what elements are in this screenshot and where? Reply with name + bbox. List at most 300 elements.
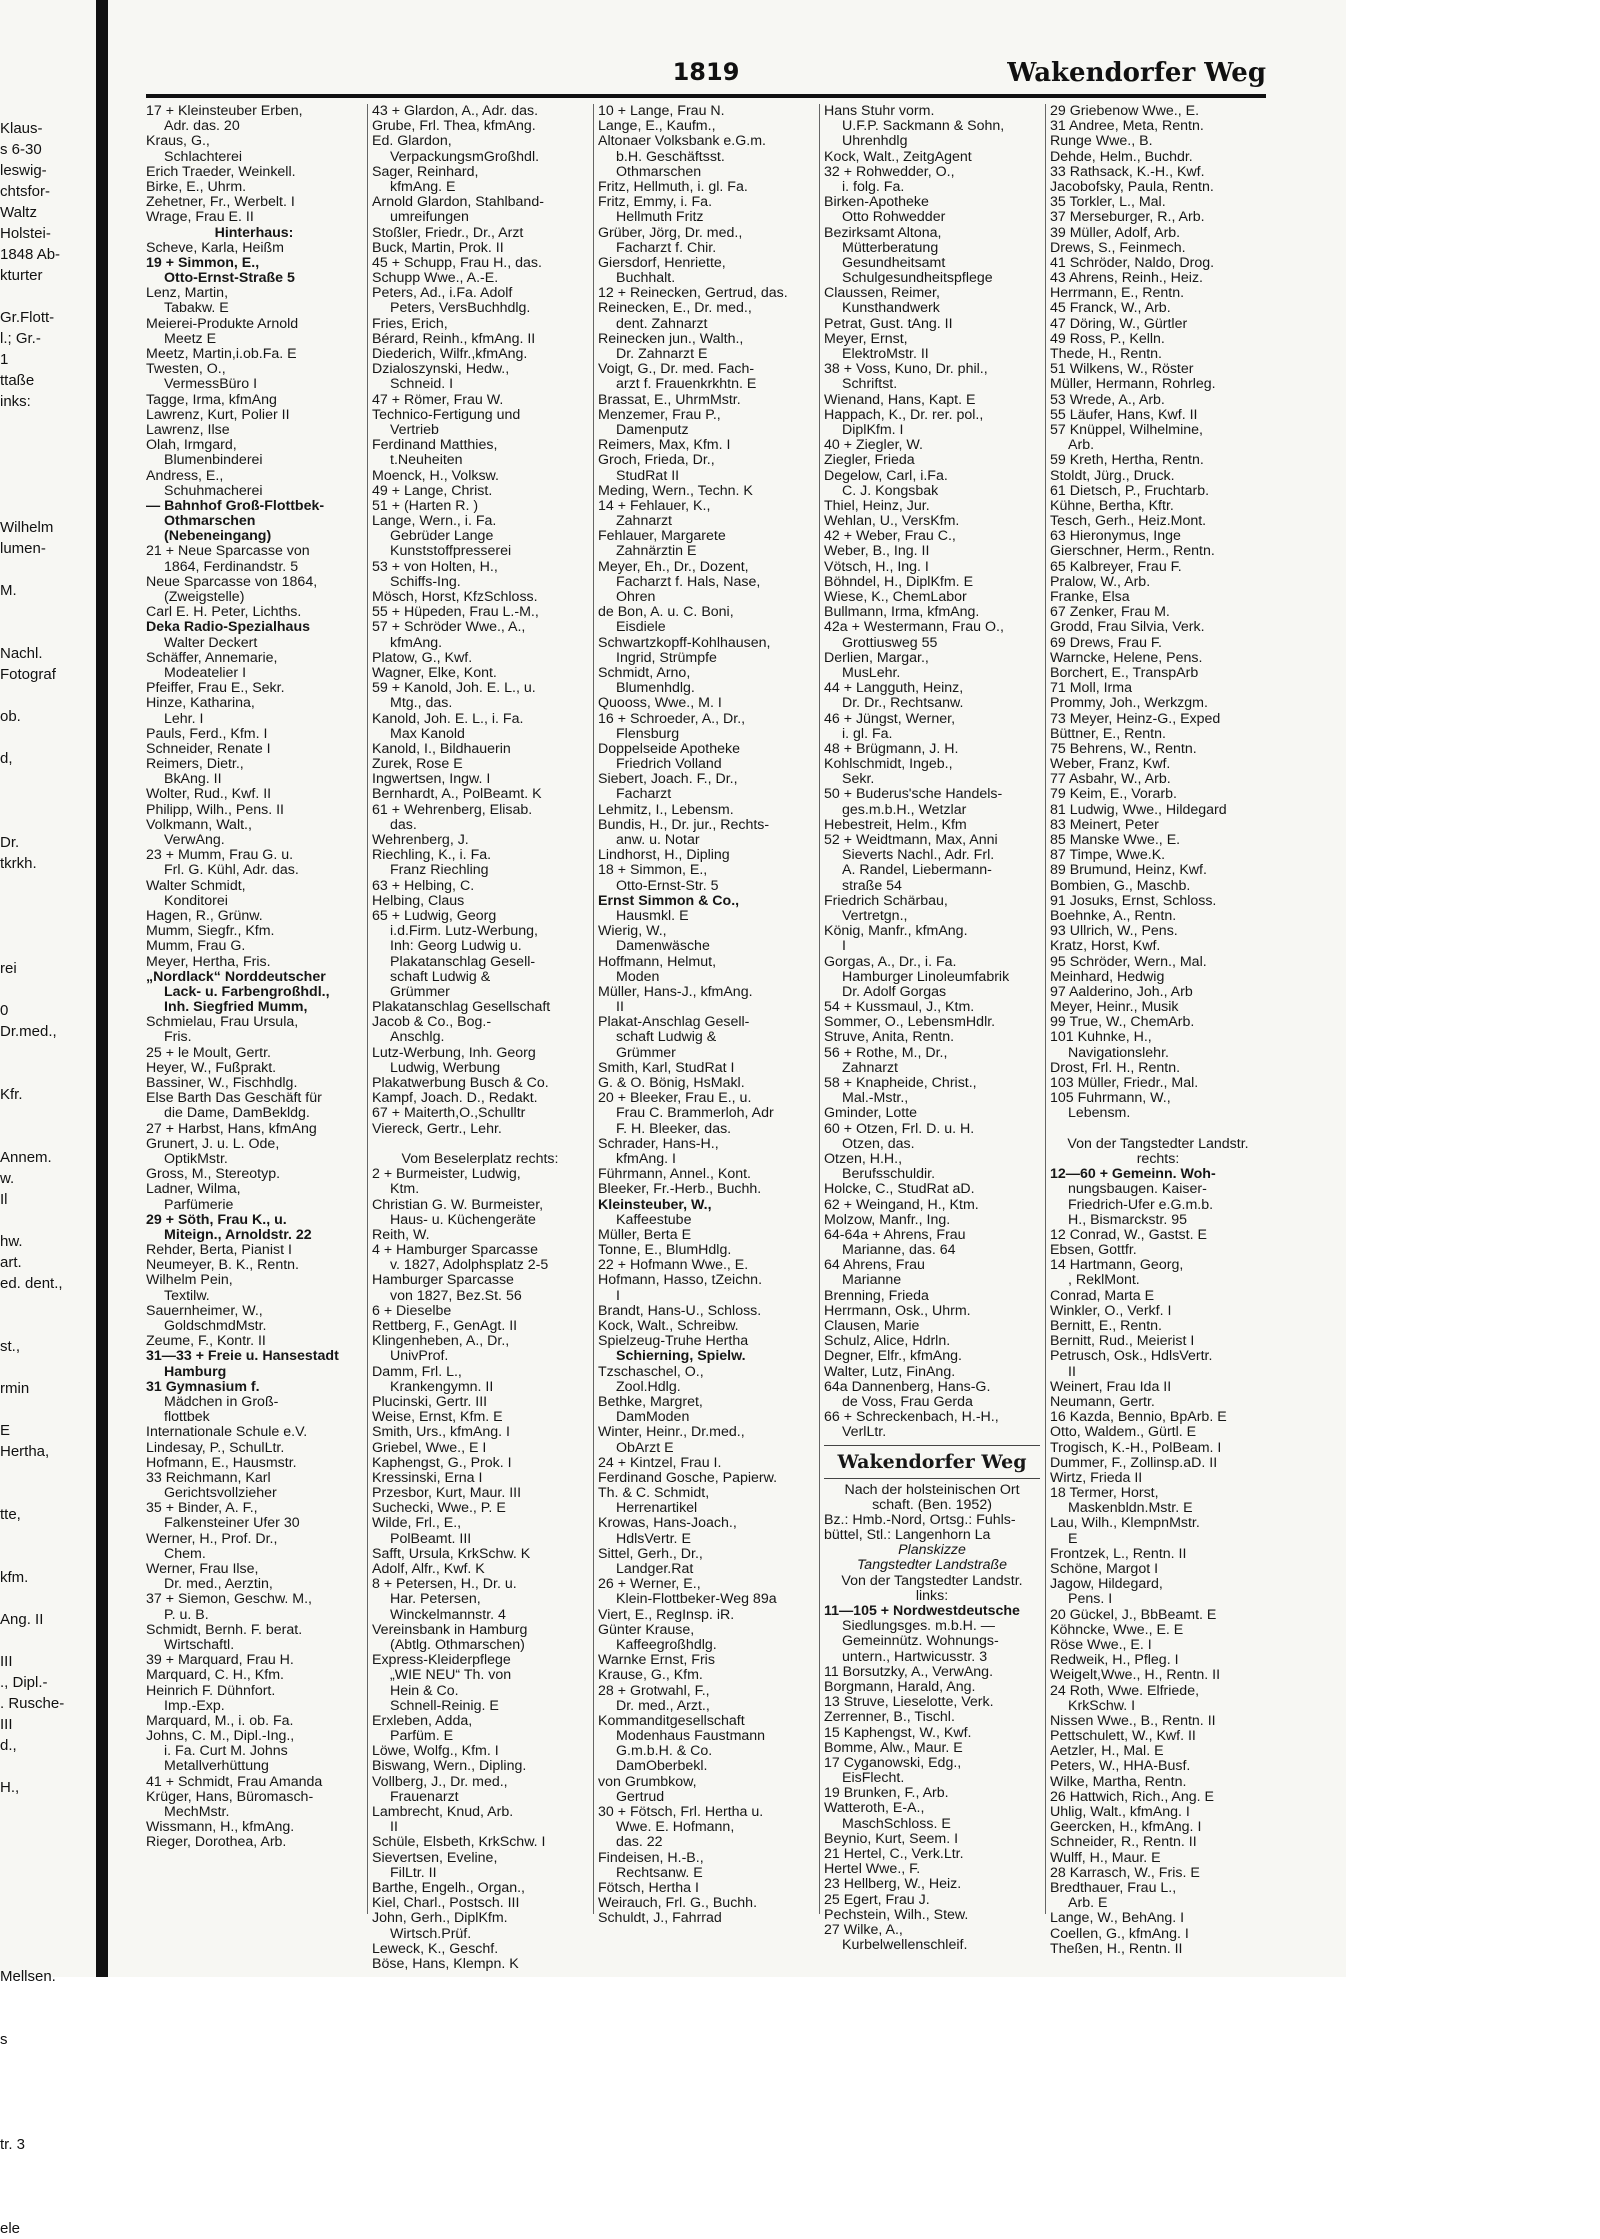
- directory-entry: Philipp, Wilh., Pens. II: [146, 801, 284, 818]
- directory-entry: Wissmann, H., kfmAng.: [146, 1819, 295, 1836]
- directory-entry: Buck, Martin, Prok. II: [372, 239, 504, 256]
- directory-entry: Meyer, Eh., Dr., Dozent,: [598, 558, 749, 575]
- directory-entry: Wienand, Hans, Kapt. E: [824, 391, 976, 408]
- directory-entry: Drost, Frl. H., Rentn.: [1050, 1059, 1181, 1076]
- directory-entry: Ludwig, Werbung: [390, 1059, 501, 1076]
- directory-entry: Lehmitz, I., Lebensm.: [598, 801, 734, 818]
- directory-entry: Plakatanschlag Gesellschaft: [372, 999, 551, 1016]
- directory-entry: Prommy, Joh., Werkzgm.: [1050, 695, 1208, 712]
- directory-entry: Hein & Co.: [390, 1682, 459, 1699]
- margin-fragment: [0, 1126, 90, 1147]
- directory-entry: 30 + Fötsch, Frl. Hertha u.: [598, 1804, 764, 1820]
- margin-fragment: [0, 622, 90, 643]
- directory-entry: arzt f. Frauenkrkhtn. E: [616, 376, 757, 393]
- directory-entry: Müller, Berta E: [598, 1226, 692, 1243]
- directory-entry: 45 Franck, W., Arb.: [1050, 300, 1171, 317]
- directory-entry: Hinze, Katharina,: [146, 695, 255, 712]
- directory-entry: Arb. E: [1068, 1895, 1108, 1912]
- directory-entry: Thede, H., Rentn.: [1050, 346, 1162, 362]
- directory-entry: Damm, Frl. L.,: [372, 1363, 462, 1380]
- margin-fragment: [0, 874, 90, 895]
- directory-entry: Kock, Walt., Schreibw.: [598, 1318, 739, 1334]
- directory-entry: Lange, Wern., i. Fa.: [372, 513, 497, 530]
- directory-entry: Müller, Hans-J., kfmAng.: [598, 983, 753, 1000]
- directory-entry: Geercken, H., kfmAng. I: [1050, 1819, 1202, 1836]
- margin-fragment: ele: [0, 2220, 21, 2237]
- directory-entry: Schriftst.: [842, 376, 898, 393]
- directory-entry: 25 Egert, Frau J.: [824, 1891, 930, 1908]
- directory-entry: 73 Meyer, Heinz-G., Exped: [1050, 710, 1221, 727]
- margin-fragment: [0, 727, 90, 748]
- directory-entry: Mösch, Horst, KfzSchloss.: [372, 589, 538, 605]
- directory-entry: Degelow, Carl, i.Fa.: [824, 467, 948, 484]
- directory-entry: Vom Beselerplatz rechts:: [401, 1150, 559, 1167]
- directory-entry: Safft, Ursula, KrkSchw. K: [372, 1545, 531, 1562]
- margin-fragment: [0, 811, 90, 832]
- directory-entry: Wiese, K., ChemLabor: [824, 589, 967, 605]
- directory-entry: Othmarschen: [616, 163, 702, 180]
- directory-entry: Molzow, Manfr., Ing.: [824, 1211, 951, 1228]
- margin-fragment: [0, 1588, 90, 1609]
- directory-entry: Facharzt f. Chir.: [616, 239, 717, 256]
- directory-entry: Claussen, Reimer,: [824, 285, 940, 302]
- directory-entry: 35 Torkler, L., Mal.: [1050, 194, 1166, 211]
- directory-entry: 85 Manske Wwe., E.: [1050, 832, 1181, 848]
- directory-entry: Runge Wwe., B.: [1050, 133, 1153, 150]
- directory-entry: i. folg. Fa.: [842, 178, 905, 195]
- directory-entry: 31 Andree, Meta, Rentn.: [1050, 118, 1204, 135]
- margin-fragment: Dr.: [0, 834, 20, 851]
- directory-entry: 44 + Langguth, Heinz,: [824, 680, 964, 697]
- margin-fragment: kfm.: [0, 1569, 29, 1586]
- directory-entry: Otzen, H.H.,: [824, 1150, 903, 1167]
- directory-entry: P. u. B.: [164, 1606, 209, 1623]
- directory-entry: StudRat II: [616, 467, 680, 484]
- directory-entry: Herrmann, Osk., Uhrm.: [824, 1302, 971, 1319]
- directory-entry: 35 + Binder, A. F.,: [146, 1500, 258, 1517]
- directory-entry: Kampf, Joach. D., Redakt.: [372, 1090, 538, 1107]
- directory-entry: 49 + Lange, Christ.: [372, 482, 493, 499]
- margin-fragment: chtsfor-: [0, 183, 51, 200]
- column-rule: [367, 104, 368, 1914]
- directory-entry: Uhlig, Walt., kfmAng. I: [1050, 1804, 1190, 1820]
- directory-entry: Bernitt, Rud., Meierist I: [1050, 1333, 1195, 1350]
- directory-entry: Meetz, Martin,i.ob.Fa. E: [146, 346, 297, 362]
- directory-entry: Krause, G., Kfm.: [598, 1667, 703, 1684]
- directory-entry: Landger.Rat: [616, 1561, 694, 1577]
- directory-entry: 65 Kalbreyer, Frau F.: [1050, 558, 1182, 575]
- directory-entry: Ebsen, Gottfr.: [1050, 1242, 1137, 1259]
- directory-entry: 51 + (Harten R. ): [372, 497, 479, 514]
- directory-entry: untern., Hartwicusstr. 3: [842, 1648, 988, 1665]
- directory-entry: 56 + Rothe, M., Dr.,: [824, 1044, 948, 1061]
- directory-entry: Kressinski, Erna I: [372, 1469, 483, 1486]
- margin-fragment: [0, 1483, 90, 1504]
- directory-entry: 67 Zenker, Frau M.: [1050, 604, 1170, 621]
- directory-entry: A. Randel, Liebermann-: [842, 862, 992, 879]
- directory-entry: 81 Ludwig, Wwe., Hildegard: [1050, 801, 1227, 818]
- directory-entry: 53 Wrede, A., Arb.: [1050, 391, 1165, 408]
- directory-entry: Weber, B., Ing. II: [824, 543, 930, 560]
- directory-entry: 95 Schröder, Wern., Mal.: [1050, 953, 1207, 970]
- directory-entry: Schulgesundheitspflege: [842, 270, 993, 287]
- column-rule: [593, 104, 594, 1914]
- directory-entry: VerlLtr.: [842, 1424, 887, 1441]
- margin-fragment: tr. 3: [0, 2136, 26, 2153]
- directory-entry: Zahnärztin E: [616, 543, 697, 560]
- directory-entry: Wilde, Frl., E.,: [372, 1515, 462, 1532]
- directory-entry: t.Neuheiten: [390, 452, 463, 469]
- directory-entry: 17 + Kleinsteuber Erben,: [146, 103, 303, 119]
- directory-entry: 51 Wilkens, W., Röster: [1050, 361, 1194, 378]
- directory-entry: Ferdinand Gosche, Papierw.: [598, 1469, 778, 1486]
- directory-entry: (Nebeneingang): [164, 528, 272, 545]
- directory-entry: Thiel, Heinz, Jur.: [824, 497, 930, 514]
- directory-entry: Adr. das. 20: [164, 118, 240, 135]
- directory-entry: Dr. Adolf Gorgas: [842, 983, 947, 1000]
- directory-entry: MusLehr.: [842, 664, 901, 681]
- directory-entry: Lambrecht, Knud, Arb.: [372, 1804, 514, 1820]
- margin-fragment: Holstei-: [0, 225, 51, 242]
- directory-entry: Krowas, Hans-Joach.,: [598, 1515, 737, 1532]
- directory-entry: Vertretgn.,: [842, 907, 908, 924]
- directory-entry: Grube, Frl. Thea, kfmAng.: [372, 118, 536, 135]
- directory-entry: Parfüm. E: [390, 1728, 454, 1745]
- directory-entry: Fritz, Hellmuth, i. gl. Fa.: [598, 178, 748, 195]
- directory-entry: 64 Ahrens, Frau: [824, 1257, 925, 1274]
- directory-entry: Krüger, Hans, Büromasch-: [146, 1788, 314, 1805]
- directory-entry: Modenhaus Faustmann: [616, 1728, 766, 1745]
- directory-entry: Wirtsch.Prüf.: [390, 1925, 472, 1942]
- directory-entry: 33 Rathsack, K.-H., Kwf.: [1050, 163, 1205, 180]
- directory-entry: Biswang, Wern., Dipling.: [372, 1758, 527, 1775]
- directory-entry: Otto-Ernst-Str. 5: [616, 877, 719, 894]
- directory-entry: Damenputz: [616, 421, 689, 438]
- directory-entry: Vollberg, J., Dr. med.,: [372, 1773, 508, 1790]
- directory-entry: 21 + Neue Sparcasse von: [146, 543, 310, 560]
- directory-entry: Kratz, Horst, Kwf.: [1050, 938, 1161, 955]
- directory-entry: de Voss, Frau Gerda: [842, 1393, 973, 1410]
- directory-entry: Navigationslehr.: [1068, 1044, 1169, 1061]
- directory-entry: Lawrenz, Ilse: [146, 421, 230, 438]
- margin-fragment: [0, 1924, 90, 1945]
- directory-entry: 23 + Mumm, Frau G. u.: [146, 847, 294, 864]
- directory-entry: Kurbelwellenschleif.: [842, 1937, 968, 1954]
- directory-entry: 6 + Dieselbe: [372, 1302, 452, 1319]
- directory-entry: Petrusch, Osk., HdlsVertr.: [1050, 1348, 1213, 1365]
- directory-entry: Pralow, W., Arb.: [1050, 573, 1151, 590]
- directory-entry: 62 + Weingand, H., Ktm.: [824, 1196, 979, 1213]
- directory-entry: Mtg., das.: [390, 695, 453, 712]
- directory-entry: Konditorei: [164, 892, 228, 909]
- directory-entry: Bz.: Hmb.-Nord, Ortsg.: Fuhls-: [824, 1511, 1016, 1528]
- directory-entry: kfmAng. E: [390, 178, 456, 195]
- margin-fragment: [0, 1399, 90, 1420]
- directory-entry: 43 Ahrens, Reinh., Heiz.: [1050, 270, 1203, 287]
- directory-entry: Tesch, Gerh., Heiz.Mont.: [1050, 513, 1207, 530]
- directory-entry: 14 Hartmann, Georg,: [1050, 1257, 1184, 1274]
- directory-entry: Lawrenz, Kurt, Polier II: [146, 406, 290, 423]
- margin-fragment: tte,: [0, 1506, 21, 1523]
- directory-entry: 42 + Weber, Frau C.,: [824, 528, 956, 545]
- margin-fragment: Dr.med.,: [0, 1023, 57, 1040]
- directory-entry: Fritz, Emmy, i. Fa.: [598, 194, 713, 211]
- directory-entry: Peters, Ad., i.Fa. Adolf: [372, 285, 513, 302]
- directory-entry: Köhncke, Wwe., E. E: [1050, 1621, 1184, 1638]
- directory-entry: „WIE NEU“ Th. von: [390, 1667, 512, 1684]
- directory-entry: Führmann, Annel., Kont.: [598, 1166, 751, 1183]
- directory-entry: Eisdiele: [616, 619, 666, 636]
- directory-entry: Jacobofsky, Paula, Rentn.: [1050, 178, 1214, 195]
- directory-entry: Meyer, Ernst,: [824, 330, 908, 347]
- directory-entry: Rettberg, F., GenAgt. II: [372, 1318, 518, 1334]
- directory-entry: Hertel Wwe., F.: [824, 1861, 921, 1878]
- directory-entry: die Dame, DamBekldg.: [164, 1105, 310, 1122]
- directory-entry: Bezirksamt Altona,: [824, 224, 942, 241]
- directory-entry: umreifungen: [390, 209, 469, 226]
- directory-entry: Plakat-Anschlag Gesell-: [598, 1014, 750, 1031]
- margin-fragment: [0, 475, 90, 496]
- directory-entry: 22 + Hofmann Wwe., E.: [598, 1257, 749, 1274]
- directory-entry: Griebel, Wwe., E I: [372, 1439, 487, 1456]
- directory-entry: Fehlauer, Margarete: [598, 528, 726, 545]
- directory-entry: Reith, W.: [372, 1226, 430, 1243]
- directory-entry: Parfümerie: [164, 1196, 234, 1213]
- directory-entry: Sittel, Gerh., Dr.,: [598, 1545, 703, 1562]
- directory-entry: 19 + Simmon, E.,: [146, 254, 260, 271]
- margin-fragment: [0, 769, 90, 790]
- directory-entry: Arnold Glardon, Stahlband-: [372, 194, 544, 211]
- directory-entry: 77 Asbahr, W., Arb.: [1050, 771, 1171, 788]
- directory-entry: 29 Griebenow Wwe., E.: [1050, 103, 1200, 119]
- directory-entry: Lindhorst, H., Dipling: [598, 847, 730, 864]
- directory-entry: Von der Tangstedter Landstr.: [1067, 1135, 1249, 1152]
- column-rule: [1045, 104, 1046, 1914]
- directory-entry: Gesundheitsamt: [842, 254, 946, 271]
- directory-entry: v. 1827, Adolphsplatz 2-5: [390, 1257, 549, 1274]
- directory-entry: dent. Zahnarzt: [616, 315, 708, 332]
- directory-entry: Klingenheben, A., Dr.,: [372, 1333, 510, 1350]
- directory-entry: 67 + Maiterth,O.,Schulltr: [372, 1105, 526, 1122]
- directory-entry: Kunsthandwerk: [842, 300, 940, 317]
- directory-entry: Krankengymn. II: [390, 1378, 494, 1395]
- directory-entry: i.d.Firm. Lutz-Werbung,: [390, 923, 538, 940]
- directory-entry: 20 Gückel, J., BbBeamt. E: [1050, 1606, 1217, 1623]
- directory-entry: 37 Merseburger, R., Arb.: [1050, 209, 1205, 226]
- directory-entry: Frl. G. Kühl, Adr. das.: [164, 862, 299, 879]
- directory-entry: 17 Cyganowski, Edg.,: [824, 1754, 962, 1771]
- directory-entry: Mumm, Siegfr., Kfm.: [146, 923, 275, 940]
- directory-entry: Wrage, Frau E. II: [146, 209, 254, 226]
- margin-fragment: [0, 1819, 90, 1840]
- margin-fragment: Nachl.: [0, 645, 43, 662]
- directory-entry: Gerichtsvollzieher: [164, 1485, 277, 1502]
- directory-entry: Tonne, E., BlumHdlg.: [598, 1242, 732, 1259]
- directory-entry: 20 + Bleeker, Frau E., u.: [598, 1090, 752, 1107]
- margin-fragment: 1848 Ab-: [0, 246, 61, 263]
- margin-fragment: [0, 895, 90, 916]
- directory-entry: Otto-Ernst-Straße 5: [164, 270, 295, 287]
- directory-entry: Pechstein, Wilh., Stew.: [824, 1906, 969, 1923]
- directory-entry: DamOberbekl.: [616, 1758, 708, 1775]
- margin-fragment: [0, 1315, 90, 1336]
- directory-entry: Rechtsanw. E: [616, 1864, 703, 1881]
- directory-entry: 47 + Römer, Frau W.: [372, 391, 504, 408]
- margin-fragment: [0, 1798, 90, 1819]
- directory-entry: G. & O. Bönig, HsMakl.: [598, 1075, 745, 1091]
- directory-entry: Metallverhüttung: [164, 1758, 269, 1775]
- directory-entry: Warncke, Helene, Pens.: [1050, 649, 1203, 666]
- margin-fragment: Ang. II: [0, 1611, 44, 1628]
- directory-entry: 83 Meinert, Peter: [1050, 816, 1159, 833]
- directory-entry: Quooss, Wwe., M. I: [598, 695, 722, 712]
- margin-fragment: E: [0, 1422, 11, 1439]
- directory-entry: Hamburger Sparcasse: [372, 1272, 514, 1289]
- directory-entry: Schnell-Reinig. E: [390, 1697, 499, 1714]
- directory-entry: 19 Brunken, F., Arb.: [824, 1785, 949, 1802]
- directory-entry: Hagen, R., Grünw.: [146, 907, 263, 924]
- directory-entry: Erich Traeder, Weinkell.: [146, 163, 296, 180]
- directory-entry: Facharzt: [616, 786, 672, 803]
- margin-fragment: Fotograf: [0, 666, 56, 683]
- directory-entry: Th. & C. Schmidt,: [598, 1485, 710, 1502]
- directory-entry: 27 Wilke, A.,: [824, 1921, 903, 1938]
- directory-entry: Theßen, H., Rentn. II: [1050, 1940, 1183, 1957]
- directory-entry: Boehnke, A., Rentn.: [1050, 907, 1177, 924]
- directory-entry: Sievertsen, Eveline,: [372, 1849, 498, 1866]
- directory-entry: 93 Ullrich, W., Pens.: [1050, 923, 1178, 940]
- directory-entry: 53 + von Holten, H.,: [372, 558, 498, 575]
- margin-fragment: [0, 1861, 90, 1882]
- directory-entry: Bernhardt, A., PolBeamt. K: [372, 786, 542, 803]
- directory-entry: 31—33 + Freie u. Hansestadt: [146, 1348, 339, 1365]
- directory-entry: Hoffmann, Helmut,: [598, 953, 717, 970]
- directory-entry: Winkler, O., Verkf. I: [1050, 1302, 1172, 1319]
- margin-fragment: . Rusche-: [0, 1695, 65, 1712]
- directory-entry: Schneider, R., Rentn. II: [1050, 1834, 1197, 1851]
- directory-entry: Wulff, H., Maur. E: [1050, 1849, 1161, 1866]
- margin-fragment: M.: [0, 582, 17, 599]
- margin-fragment: [0, 916, 90, 937]
- directory-entry: Weirauch, Frl. G., Buchh.: [598, 1895, 758, 1912]
- directory-entry: Walter, Lutz, FinAng.: [824, 1363, 956, 1380]
- directory-entry: 1864, Ferdinandstr. 5: [164, 558, 299, 575]
- margin-fragment: [0, 2176, 90, 2197]
- directory-entry: Ladner, Wilma,: [146, 1181, 241, 1198]
- directory-entry: (Abtlg. Othmarschen): [390, 1636, 525, 1653]
- margin-fragment: ob.: [0, 708, 21, 725]
- directory-entry: Schäffer, Annemarie,: [146, 649, 278, 666]
- directory-entry: Klein-Flottbeker-Weg 89a: [616, 1591, 777, 1608]
- directory-entry: Wilhelm Pein,: [146, 1272, 233, 1289]
- directory-entry: Nissen Wwe., B., Rentn. II: [1050, 1712, 1216, 1729]
- directory-entry: 58 + Knapheide, Christ.,: [824, 1075, 977, 1091]
- directory-entry: 59 + Kanold, Joh. E. L., u.: [372, 680, 536, 697]
- margin-fragment: [0, 1882, 90, 1903]
- margin-fragment: d,: [0, 750, 13, 767]
- directory-entry: Jacob & Co., Bog.-: [372, 1014, 492, 1031]
- directory-entry: 37 + Siemon, Geschw. M.,: [146, 1591, 312, 1608]
- directory-entry: Sieverts Nachl., Adr. Frl.: [842, 847, 995, 864]
- directory-entry: Degner, Elfr., kfmAng.: [824, 1348, 962, 1365]
- directory-entry: straße 54: [842, 877, 902, 894]
- directory-entry: Miteign., Arnoldstr. 22: [164, 1226, 312, 1243]
- directory-entry: Werner, Frau Ilse,: [146, 1561, 259, 1577]
- directory-entry: Bernitt, E., Rentn.: [1050, 1318, 1162, 1334]
- directory-entry: 26 Hattwich, Rich., Ang. E: [1050, 1788, 1215, 1805]
- directory-entry: 28 Karrasch, W., Fris. E: [1050, 1864, 1200, 1881]
- margin-fragment: d.,: [0, 1737, 17, 1754]
- directory-entry: Reimers, Max, Kfm. I: [598, 437, 731, 454]
- directory-entry: 2 + Burmeister, Ludwig,: [372, 1166, 521, 1183]
- directory-entry: 41 Schröder, Naldo, Drog.: [1050, 254, 1215, 271]
- directory-entry: kfmAng. I: [616, 1150, 676, 1167]
- directory-entry: Smith, Karl, StudRat I: [598, 1059, 735, 1076]
- directory-entry: Reimers, Dietr.,: [146, 756, 244, 773]
- margin-fragment: [0, 2071, 90, 2092]
- margin-fragment: ttaße: [0, 372, 35, 389]
- directory-entry: Bérard, Reinh., kfmAng. II: [372, 330, 536, 347]
- directory-entry: Müller, Hermann, Rohrleg.: [1050, 376, 1216, 393]
- directory-entry: Deka Radio-Spezialhaus: [146, 619, 310, 636]
- directory-column-2: [372, 103, 588, 1972]
- directory-entry: Jagow, Hildegard,: [1050, 1576, 1163, 1593]
- directory-entry: Falkensteiner Ufer 30: [164, 1515, 300, 1532]
- directory-entry: HdlsVertr. E: [616, 1530, 691, 1547]
- directory-entry: Böse, Hans, Klempn. K: [372, 1955, 519, 1972]
- directory-entry: 29 + Söth, Frau K., u.: [146, 1211, 287, 1228]
- directory-entry: Meinhard, Hedwig: [1050, 968, 1165, 985]
- directory-entry: Erxleben, Adda,: [372, 1712, 473, 1729]
- directory-entry: Johns, C. M., Dipl.-Ing.,: [146, 1728, 295, 1745]
- directory-entry: Winter, Heinr., Dr.med.,: [598, 1424, 745, 1441]
- margin-fragment: hw.: [0, 1233, 23, 1250]
- directory-entry: schaft Ludwig &: [390, 968, 491, 985]
- directory-entry: VerpackungsmGroßhdl.: [390, 148, 540, 165]
- margin-fragment: [0, 1903, 90, 1924]
- directory-entry: 11—105 + Nordwestdeutsche: [824, 1603, 1020, 1619]
- directory-entry: Meding, Wern., Techn. K: [598, 482, 753, 499]
- directory-entry: Marianne, das. 64: [842, 1242, 956, 1259]
- directory-entry: Peters, VersBuchhdlg.: [390, 300, 531, 317]
- directory-entry: Mal.-Mstr.,: [842, 1090, 909, 1107]
- directory-entry: rechts:: [1136, 1150, 1180, 1167]
- directory-entry: Lange, W., BehAng. I: [1050, 1910, 1185, 1927]
- directory-entry: 18 Termer, Horst,: [1050, 1485, 1159, 1502]
- directory-entry: 26 + Werner, E.,: [598, 1576, 701, 1593]
- directory-entry: Berufsschuldir.: [842, 1166, 936, 1183]
- directory-entry: Othmarschen: [164, 513, 256, 530]
- directory-entry: Böhndel, H., DiplKfm. E: [824, 573, 974, 590]
- margin-fragment: [0, 1294, 90, 1315]
- directory-entry: Pfeiffer, Frau E., Sekr.: [146, 680, 285, 697]
- directory-entry: Viert, E., RegInsp. iR.: [598, 1606, 735, 1623]
- directory-entry: Lindesay, P., SchulLtr.: [146, 1439, 285, 1456]
- directory-entry: KrkSchw. I: [1068, 1697, 1136, 1714]
- directory-entry: Grüber, Jörg, Dr. med.,: [598, 224, 743, 241]
- directory-entry: Hans Stuhr vorm.: [824, 103, 935, 119]
- directory-entry: 28 + Grotwahl, F.,: [598, 1682, 710, 1699]
- margin-fragment: Il: [0, 1191, 8, 1208]
- directory-entry: Imp.-Exp.: [164, 1697, 225, 1714]
- directory-entry: 50 + Buderus'sche Handels-: [824, 786, 1003, 803]
- directory-entry: Lutz-Werbung, Inh. Georg: [372, 1044, 536, 1061]
- directory-entry: Otzen, das.: [842, 1135, 915, 1152]
- directory-entry: Internationale Schule e.V.: [146, 1424, 308, 1441]
- directory-entry: EisFlecht.: [842, 1770, 905, 1787]
- directory-entry: 39 Müller, Adolf, Arb.: [1050, 224, 1181, 241]
- directory-entry: Uhrenhdlg: [842, 133, 908, 150]
